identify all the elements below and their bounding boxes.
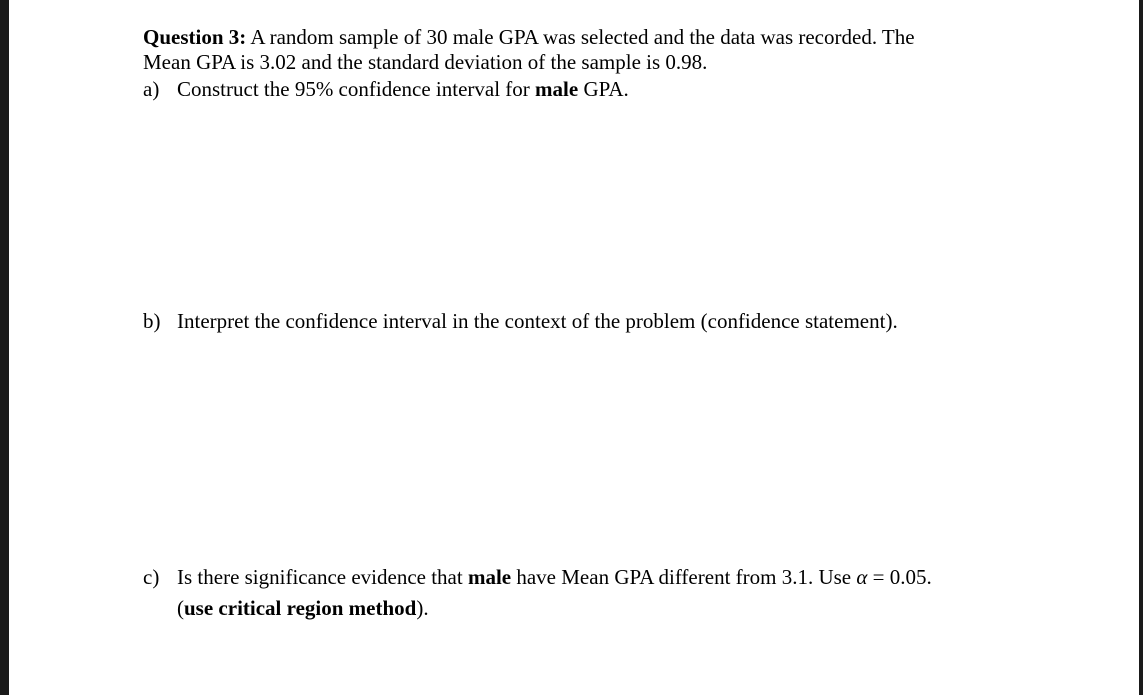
alpha-symbol: α [856, 565, 868, 589]
part-c-pre: Is there significance evidence that [177, 565, 468, 589]
part-b-letter: b) [143, 309, 161, 333]
left-frame-bar [0, 0, 9, 695]
question-heading: Question 3: [143, 25, 247, 49]
part-a-pre: Construct the 95% confidence interval for [177, 77, 536, 101]
part-c-line2-open: ( [177, 596, 184, 620]
part-c-bold: male [467, 565, 512, 589]
part-c-line2-close: ). [416, 596, 429, 620]
part-a-bold: male [535, 77, 579, 101]
part-c-method-bold: use critical region method [184, 596, 417, 620]
part-b-text: Interpret the confidence interval in the context of the problem (confidence statement). [177, 309, 898, 333]
question-text-line1: A random sample of 30 male GPA was selected and the data was recorded. The [246, 25, 915, 49]
part-c-letter: c) [143, 565, 160, 589]
part-c-post: = 0.05. [867, 565, 932, 589]
question-text-line2: Mean GPA is 3.02 and the standard deviation of the sample is 0.98. [143, 50, 708, 74]
part-c-mid: have Mean GPA different from 3.1. Use [511, 565, 857, 589]
question-statement [143, 25, 1023, 75]
part-a-letter: a) [143, 77, 160, 101]
part-c-text [177, 562, 1037, 624]
part-a-text [177, 77, 1037, 102]
part-a-post: GPA. [578, 77, 629, 101]
right-frame-bar [1139, 0, 1143, 695]
